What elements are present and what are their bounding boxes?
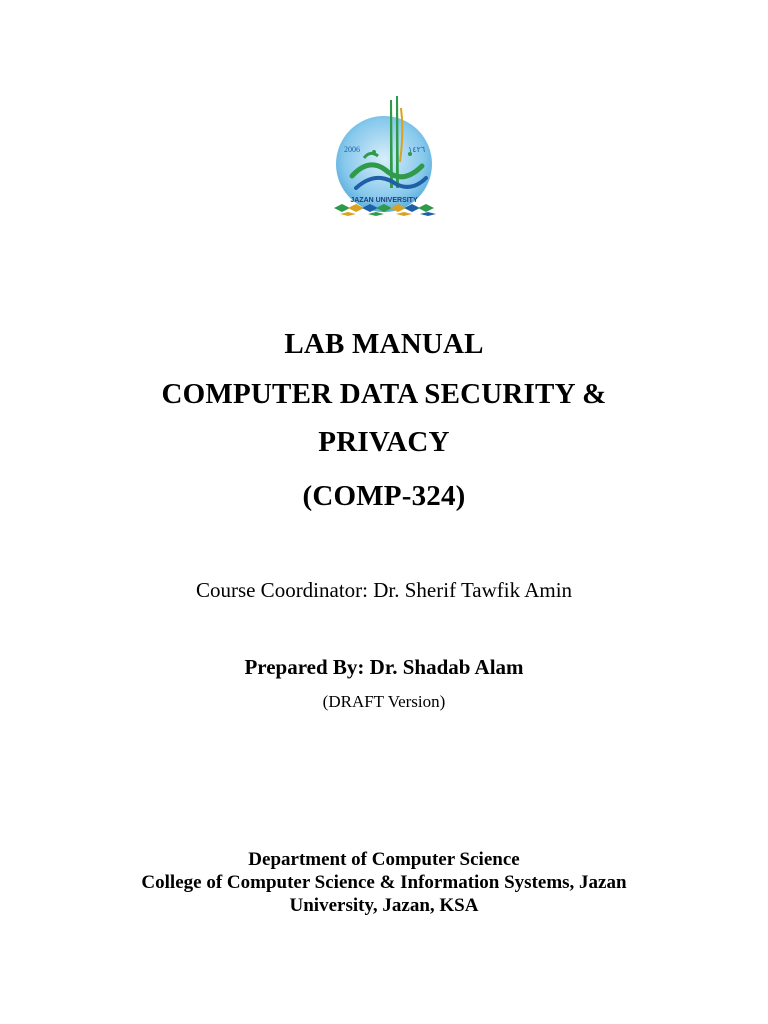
college-name: College of Computer Science & Information Systems, Jazan	[141, 872, 627, 893]
title-lab-manual: LAB MANUAL	[284, 328, 484, 360]
course-coordinator: Course Coordinator: Dr. Sherif Tawfik Amin	[195, 578, 573, 602]
prepared-by: Prepared By: Dr. Shadab Alam	[244, 655, 524, 679]
university-location: University, Jazan, KSA	[289, 895, 479, 916]
title-course-name: COMPUTER DATA SECURITY &	[161, 378, 607, 410]
logo-year-left: 2006	[344, 145, 360, 154]
logo-university-name: JAZAN UNIVERSITY	[350, 197, 418, 204]
draft-version-note: (DRAFT Version)	[322, 692, 446, 711]
logo-pattern-band	[334, 204, 436, 216]
title-course-code: (COMP-324)	[302, 480, 466, 512]
logo-year-right: ١٤٢٦	[408, 145, 426, 154]
jazan-university-logo	[330, 92, 442, 220]
department-name: Department of Computer Science	[248, 849, 520, 870]
title-course-name-continued: PRIVACY	[318, 426, 450, 458]
